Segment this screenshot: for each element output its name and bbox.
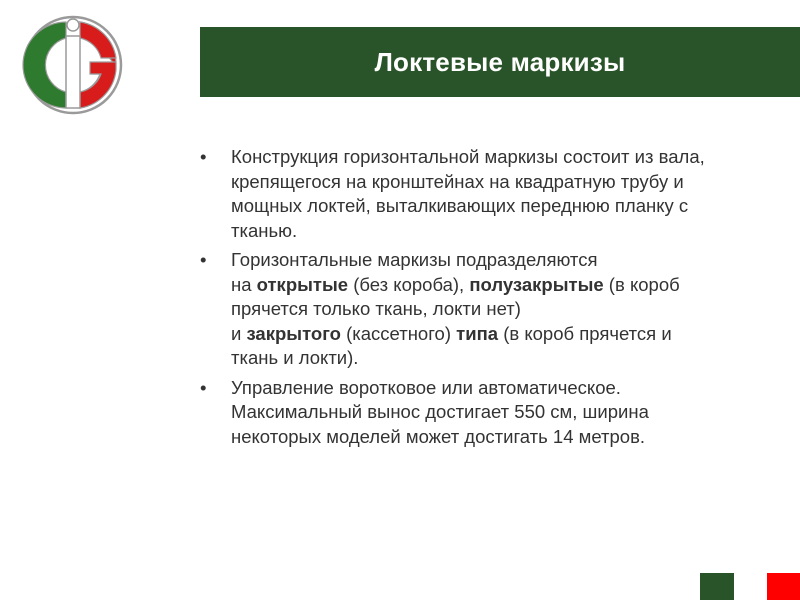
text-line: Горизонтальные маркизы подразделяются <box>231 249 598 270</box>
text-line: тканью. <box>231 219 298 241</box>
text-fragment: (в короб прячется и <box>498 322 672 344</box>
bullet-text <box>231 145 760 243</box>
bullet-item-types <box>200 248 760 371</box>
bold-term-closed: закрытого <box>246 322 341 344</box>
slide-title: Локтевые маркизы <box>374 46 626 77</box>
company-logo-icon <box>20 14 126 116</box>
bold-term-semi-closed: полузакрытые <box>469 273 604 295</box>
text-line: Управление воротковое или автоматическое. <box>231 376 621 398</box>
bullet-list <box>200 145 760 454</box>
title-bar <box>200 27 800 97</box>
text-fragment: (без короба), <box>348 273 470 295</box>
bullet-text <box>231 248 760 371</box>
red-decor-square <box>767 573 800 600</box>
text-line: некоторых моделей может достигать 14 метров. <box>231 425 646 447</box>
bullet-marker: • <box>200 376 207 398</box>
bullet-text <box>231 376 760 450</box>
text-line: мощных локтей, выталкивающих переднюю планку с <box>231 195 689 216</box>
text-line: крепящегося на кронштейнах на квадратную трубу и <box>231 170 684 192</box>
text-line: прячется только ткань, локти нет) <box>231 298 521 319</box>
text-fragment: на <box>231 273 257 295</box>
text-fragment: (в короб <box>603 273 680 295</box>
bold-term-type: типа <box>456 322 499 344</box>
text-fragment: и <box>231 322 247 344</box>
green-decor-square <box>700 573 734 600</box>
text-line: ткань и локти). <box>231 347 359 368</box>
text-fragment: (кассетного) <box>340 322 457 344</box>
bullet-item-construction <box>200 145 760 243</box>
bullet-item-control <box>200 376 760 450</box>
text-line: Конструкция горизонтальной маркизы состоит из вала, <box>231 146 705 167</box>
bold-term-open: открытые <box>256 273 349 295</box>
text-line: Максимальный вынос достигает 550 см, ширина <box>231 401 649 422</box>
bullet-marker: • <box>200 249 207 270</box>
bullet-marker: • <box>200 146 207 167</box>
